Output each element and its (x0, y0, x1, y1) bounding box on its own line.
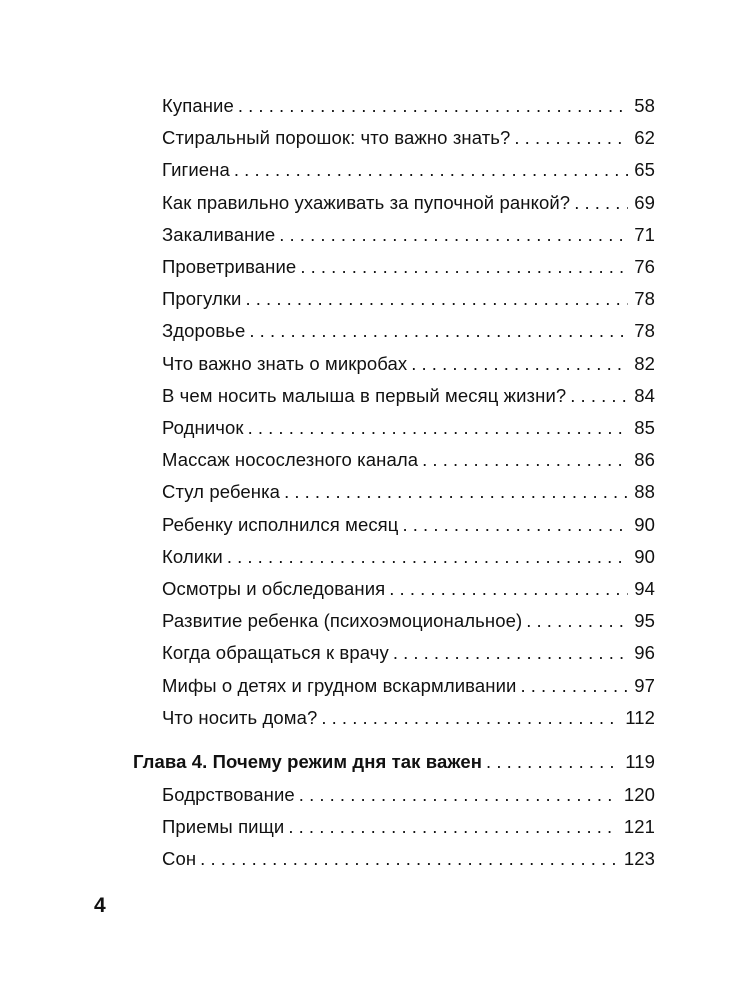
toc-entry (162, 675, 655, 705)
toc-entry-page: 78 (634, 320, 655, 342)
toc-entry-page: 121 (623, 816, 655, 838)
toc-entry-title: Осмотры и обследования (162, 578, 386, 599)
toc-entry-page: 120 (623, 784, 655, 805)
dot-leader (279, 224, 628, 246)
toc-entry (162, 256, 655, 286)
toc-entry (162, 449, 655, 479)
toc-chapter-heading (133, 751, 655, 781)
toc-entry-title: Прогулки (162, 288, 242, 310)
toc-entry (162, 224, 655, 254)
toc-entry-page: 82 (634, 352, 655, 374)
dot-leader (227, 546, 628, 568)
toc-entry-title: Сон (162, 848, 197, 870)
toc-entry-page: 58 (634, 95, 655, 116)
dot-leader (422, 449, 628, 471)
toc-entry-page: 84 (634, 384, 655, 406)
toc-entry-title: Колики (162, 545, 223, 567)
toc-entry (162, 417, 655, 447)
dot-leader (234, 159, 628, 181)
dot-leader (403, 514, 629, 536)
toc-entry-page: 71 (634, 223, 655, 245)
dot-leader (570, 385, 628, 407)
toc-entry-page: 94 (634, 578, 655, 599)
toc-entry (162, 784, 655, 814)
toc-entry-page: 62 (634, 127, 655, 149)
toc-entry-title: Ребенку исполнился месяц (162, 513, 399, 535)
toc-entry-title: Стул ребенка (162, 481, 281, 503)
toc-entry-page: 85 (634, 417, 655, 438)
toc-entry-page: 123 (623, 848, 655, 870)
toc-entry (162, 320, 655, 350)
toc-entry-title: Когда обращаться к врачу (162, 642, 389, 664)
dot-leader (238, 95, 628, 117)
toc-entry-title: Бодрствование (162, 784, 295, 805)
toc-entry-title: Проветривание (162, 256, 297, 277)
dot-leader (200, 848, 618, 870)
toc-entry-page: 112 (625, 706, 655, 728)
toc-entry-page: 90 (634, 513, 655, 535)
dot-leader (411, 353, 628, 375)
toc-entry (162, 481, 655, 511)
dot-leader (486, 751, 619, 773)
chapter-page: 119 (625, 751, 655, 772)
toc-entry-title: Что важно знать о микробах (162, 352, 408, 374)
toc-entry-title: Как правильно ухаживать за пупочной ранкой? (162, 191, 571, 213)
toc-entry (162, 578, 655, 608)
toc-entry-title: В чем носить малыша в первый месяц жизни? (162, 384, 567, 406)
toc-entry-title: Развитие ребенка (психоэмоциональное) (162, 610, 523, 632)
toc-entry-title: Приемы пищи (162, 816, 285, 838)
toc-entry (162, 642, 655, 672)
toc-entry (162, 610, 655, 640)
toc-entry-page: 65 (634, 159, 655, 181)
toc-entry (162, 514, 655, 544)
toc-entry-page: 69 (634, 191, 655, 213)
toc-entry-title: Здоровье (162, 320, 246, 342)
chapter-title: Глава 4. Почему режим дня так важен (133, 751, 483, 772)
dot-leader (246, 288, 629, 310)
toc-entry (162, 385, 655, 415)
toc-entry-page: 78 (634, 288, 655, 310)
toc-entry (162, 192, 655, 222)
toc-entry-title: Родничок (162, 417, 244, 438)
dot-leader (299, 784, 618, 806)
dot-leader (520, 675, 628, 697)
toc-entry-page: 90 (634, 545, 655, 567)
toc-entry-page: 88 (634, 481, 655, 503)
dot-leader (526, 610, 628, 632)
dot-leader (389, 578, 628, 600)
dot-leader (300, 256, 628, 278)
dot-leader (249, 320, 628, 342)
toc-entry (162, 127, 655, 157)
dot-leader (321, 707, 619, 729)
toc-entry (162, 848, 655, 878)
toc-entry-page: 86 (634, 449, 655, 471)
dot-leader (574, 192, 628, 214)
toc-entry-page: 95 (634, 610, 655, 632)
toc-entry (162, 707, 655, 737)
toc-entry-title: Купание (162, 95, 234, 116)
toc-entry-page: 76 (634, 256, 655, 277)
toc-entry (162, 816, 655, 846)
toc-entry-title: Мифы о детях и грудном вскармливании (162, 674, 517, 696)
toc-entry (162, 159, 655, 189)
toc-entry-title: Что носить дома? (162, 706, 318, 728)
toc-entry-page: 96 (634, 642, 655, 664)
dot-leader (393, 642, 628, 664)
page-number: 4 (94, 894, 106, 917)
dot-leader (248, 417, 629, 439)
toc-entry (162, 95, 655, 125)
toc-entry-title: Гигиена (162, 159, 230, 181)
dot-leader (288, 816, 617, 838)
toc-entry-title: Закаливание (162, 223, 276, 245)
toc-entry (162, 288, 655, 318)
toc-entry (162, 546, 655, 576)
toc-entry-title: Массаж носослезного канала (162, 449, 419, 471)
dot-leader (284, 481, 628, 503)
toc-entry (162, 353, 655, 383)
toc-entry-title: Стиральный порошок: что важно знать? (162, 127, 511, 149)
dot-leader (514, 127, 628, 149)
toc-entry-page: 97 (634, 674, 655, 696)
